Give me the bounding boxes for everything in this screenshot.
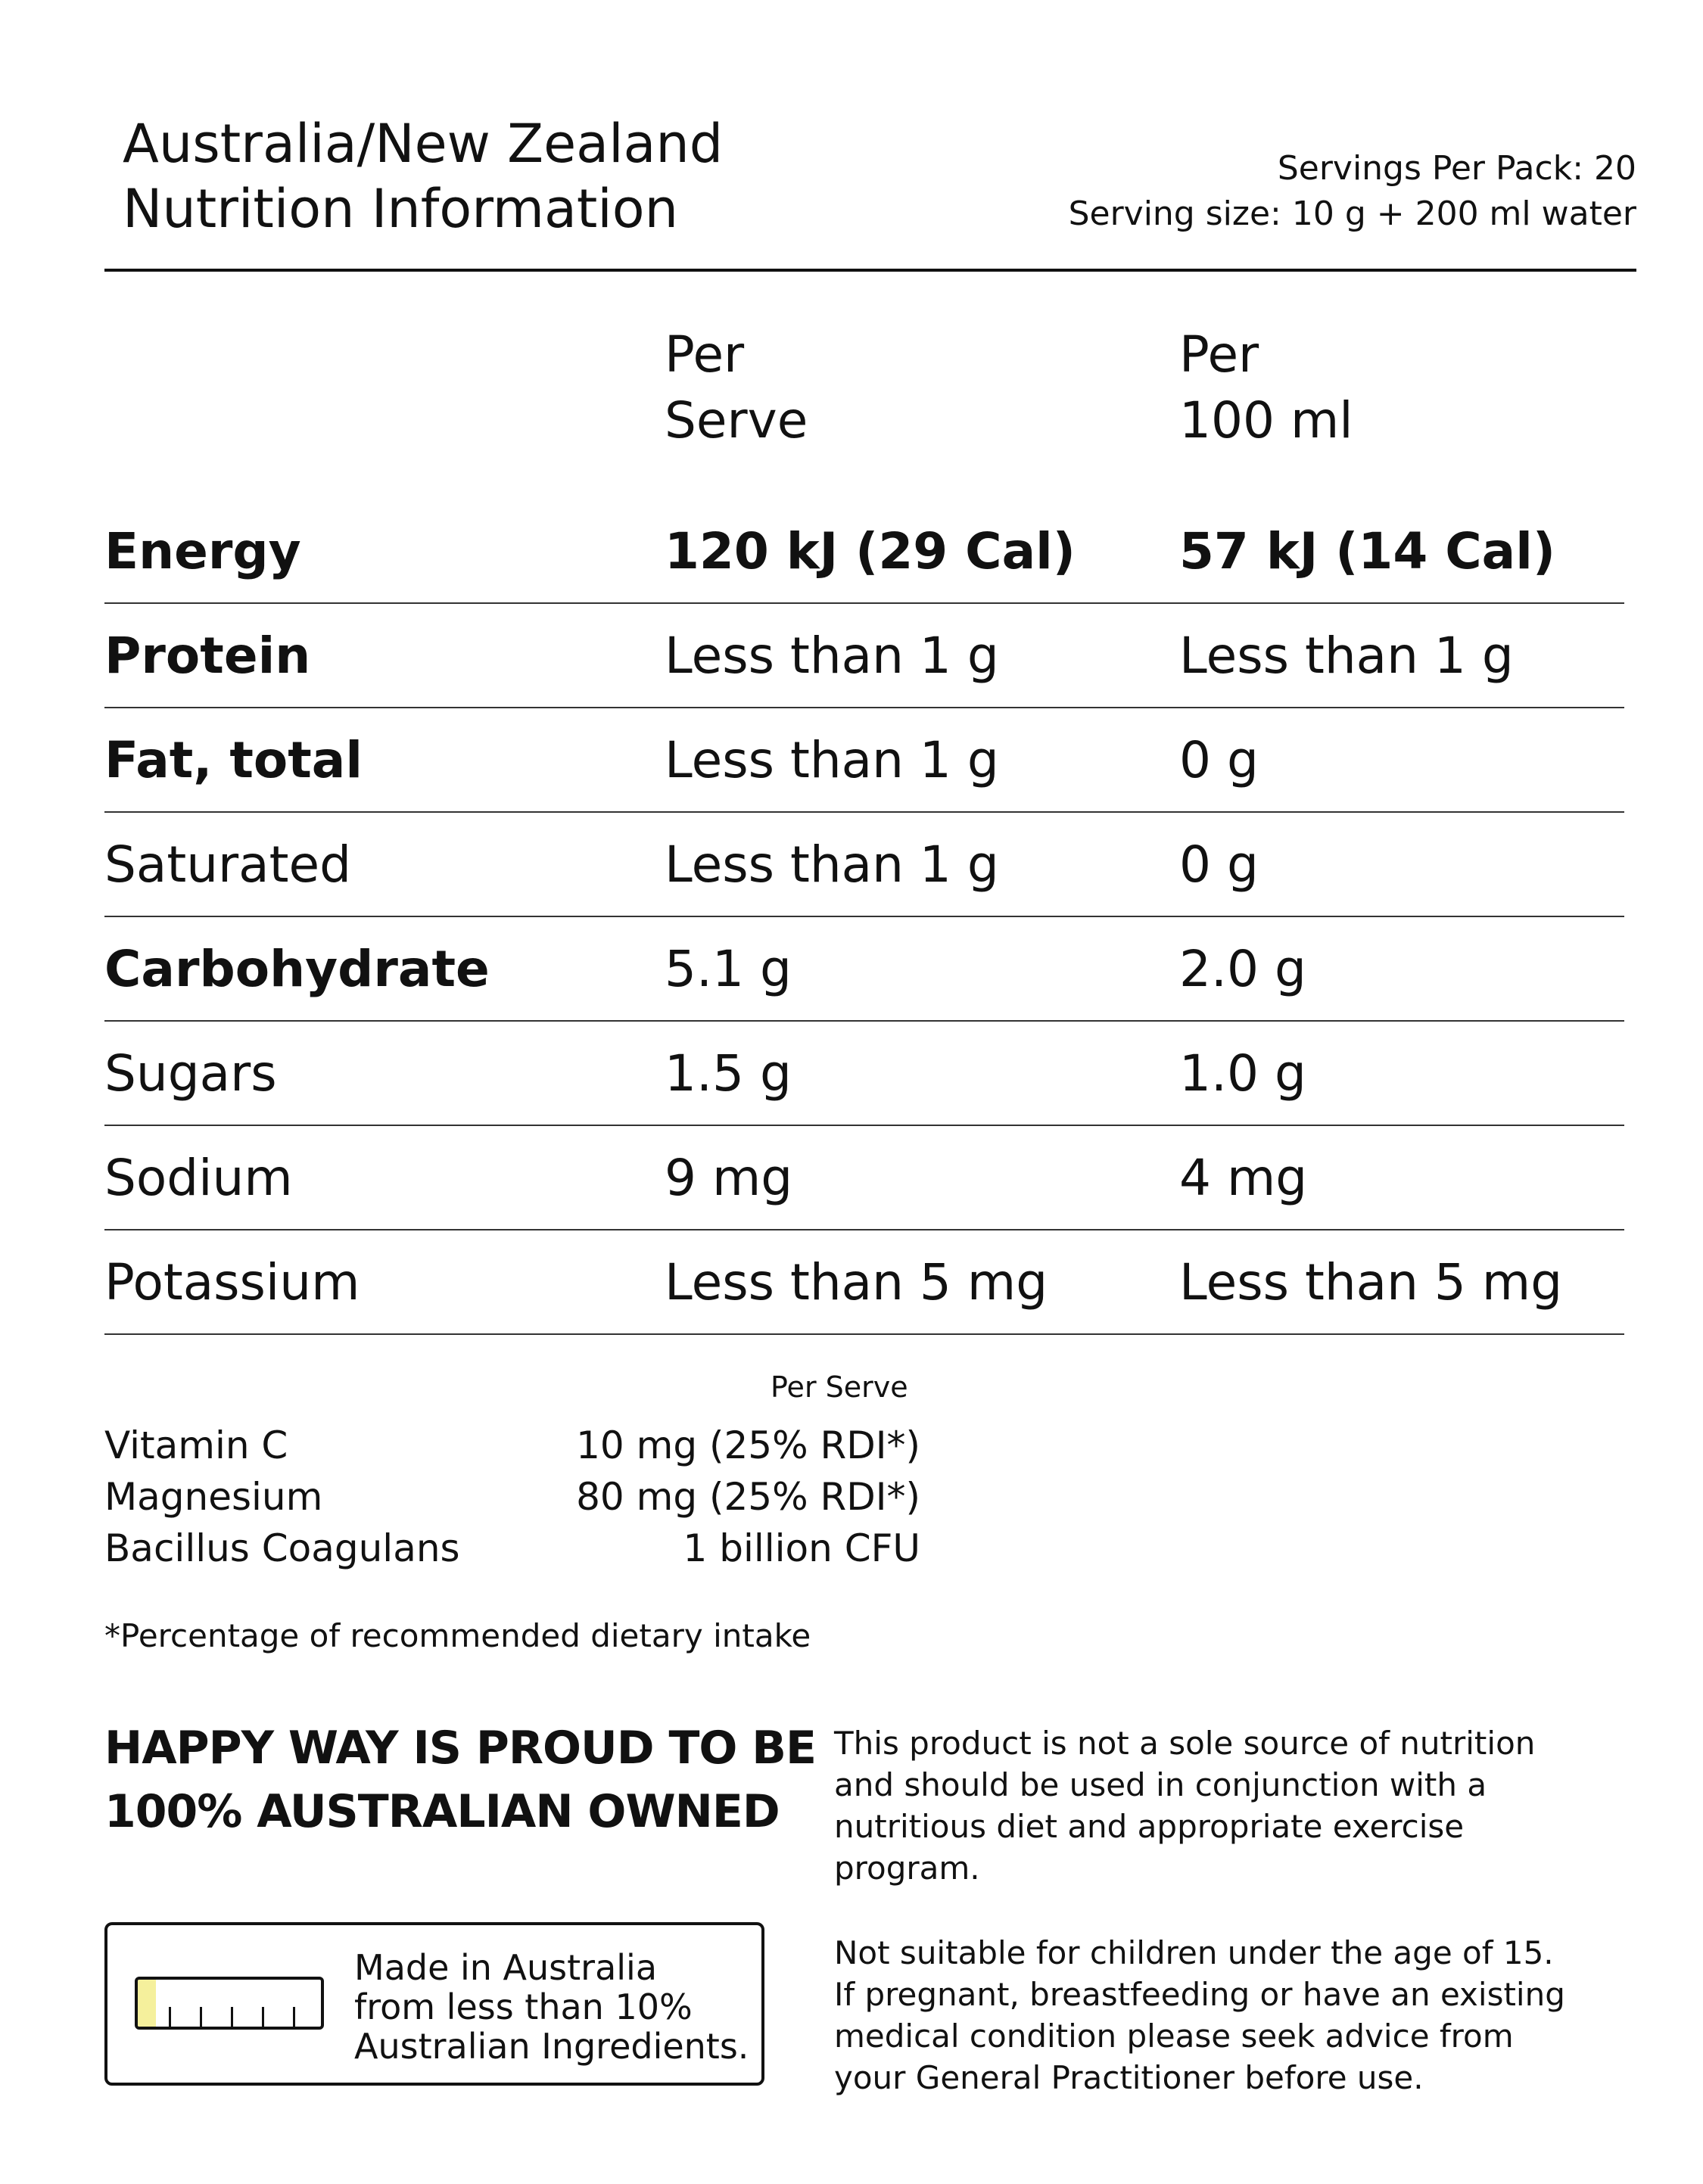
nutrition-row-fat-total [104, 708, 1624, 813]
row-name: Sodium [104, 1149, 293, 1207]
row-name: Potassium [104, 1253, 360, 1311]
row-per-100ml: 0 g [1179, 835, 1259, 894]
row-name: Sugars [104, 1044, 277, 1103]
row-per-100ml: Less than 1 g [1179, 627, 1514, 685]
disclaimer-1-line-4: program. [834, 1850, 980, 1887]
row-per-100ml: 1.0 g [1179, 1044, 1306, 1103]
disclaimer-2-line-3: medical condition please seek advice from [834, 2018, 1514, 2055]
micro-value-vitamin-c: 10 mg (25% RDI*) [576, 1423, 920, 1467]
micro-name-magnesium: Magnesium [104, 1475, 323, 1519]
row-per-100ml: 0 g [1179, 731, 1259, 789]
nutrition-row-sugars [104, 1022, 1624, 1126]
disclaimer-1-line-2: and should be used in conjunction with a [834, 1766, 1487, 1803]
nutrition-row-sodium [104, 1126, 1624, 1230]
nutrition-row-energy [104, 499, 1624, 604]
row-per-100ml: Less than 5 mg [1179, 1253, 1563, 1311]
row-per-serve: Less than 1 g [665, 835, 999, 894]
row-name: Fat, total [104, 731, 363, 789]
row-per-serve: 5.1 g [665, 940, 792, 998]
row-per-100ml: 4 mg [1179, 1149, 1308, 1207]
col-head-serve-1: Per [665, 325, 745, 384]
col-head-serve-2: Serve [665, 391, 808, 450]
disclaimer-2-line-4: your General Practitioner before use. [834, 2059, 1424, 2096]
disclaimer-suitability [834, 1932, 1565, 2098]
disclaimer-2-line-1: Not suitable for children under the age of 15. [834, 1934, 1554, 1971]
serving-size: Serving size: 10 g + 200 ml water [1068, 194, 1636, 233]
disclaimer-1-line-1: This product is not a sole source of nutrition [834, 1725, 1536, 1762]
row-name: Protein [104, 627, 311, 685]
row-per-100ml: 57 kJ (14 Cal) [1179, 522, 1555, 580]
nutrition-row-protein [104, 604, 1624, 708]
micro-heading: Per Serve [771, 1370, 908, 1404]
col-head-100-1: Per [1179, 325, 1259, 384]
bar-tick [200, 2007, 202, 2027]
row-name: Saturated [104, 835, 352, 894]
row-per-serve: 1.5 g [665, 1044, 792, 1103]
disclaimer-nutrition [834, 1722, 1535, 1889]
nutrition-row-carbohydrate [104, 917, 1624, 1022]
ownership-line-1: HAPPY WAY IS PROUD TO BE [104, 1722, 817, 1775]
row-per-serve: Less than 1 g [665, 627, 999, 685]
row-name: Carbohydrate [104, 940, 490, 998]
made-in-australia-text [354, 1948, 749, 2066]
bar-tick [169, 2007, 171, 2027]
col-head-100-2: 100 ml [1179, 391, 1353, 450]
servings-per-pack: Servings Per Pack: 20 [1277, 149, 1636, 188]
micro-name-vitamin-c: Vitamin C [104, 1423, 288, 1467]
nutrition-row-potassium [104, 1230, 1624, 1335]
row-per-serve: Less than 5 mg [665, 1253, 1048, 1311]
bar-tick [231, 2007, 233, 2027]
row-name: Energy [104, 522, 301, 580]
australian-ingredients-bar [135, 1977, 324, 2030]
disclaimer-2-line-2: If pregnant, breastfeeding or have an existing [834, 1976, 1565, 2013]
micro-name-bacillus: Bacillus Coagulans [104, 1526, 460, 1570]
header-divider [104, 269, 1636, 272]
made-in-australia-label [104, 1922, 764, 2086]
made-in-line-2: from less than 10% [354, 1986, 693, 2027]
rdi-footnote: *Percentage of recommended dietary intake [104, 1617, 811, 1654]
row-per-100ml: 2.0 g [1179, 940, 1306, 998]
row-per-serve: 120 kJ (29 Cal) [665, 522, 1076, 580]
made-in-line-3: Australian Ingredients. [354, 2026, 749, 2067]
bar-tick [293, 2007, 295, 2027]
australian-ingredients-fill [138, 1980, 156, 2027]
disclaimer-1-line-3: nutritious diet and appropriate exercise [834, 1808, 1465, 1845]
row-per-serve: Less than 1 g [665, 731, 999, 789]
micro-value-magnesium: 80 mg (25% RDI*) [576, 1475, 920, 1519]
title-line-2: Nutrition Information [123, 178, 678, 240]
ownership-line-2: 100% AUSTRALIAN OWNED [104, 1785, 780, 1838]
bar-tick [262, 2007, 264, 2027]
title-line-1: Australia/New Zealand [123, 113, 724, 175]
made-in-line-1: Made in Australia [354, 1947, 658, 1988]
nutrition-row-saturated [104, 813, 1624, 917]
row-per-serve: 9 mg [665, 1149, 793, 1207]
micro-value-bacillus: 1 billion CFU [683, 1526, 920, 1570]
